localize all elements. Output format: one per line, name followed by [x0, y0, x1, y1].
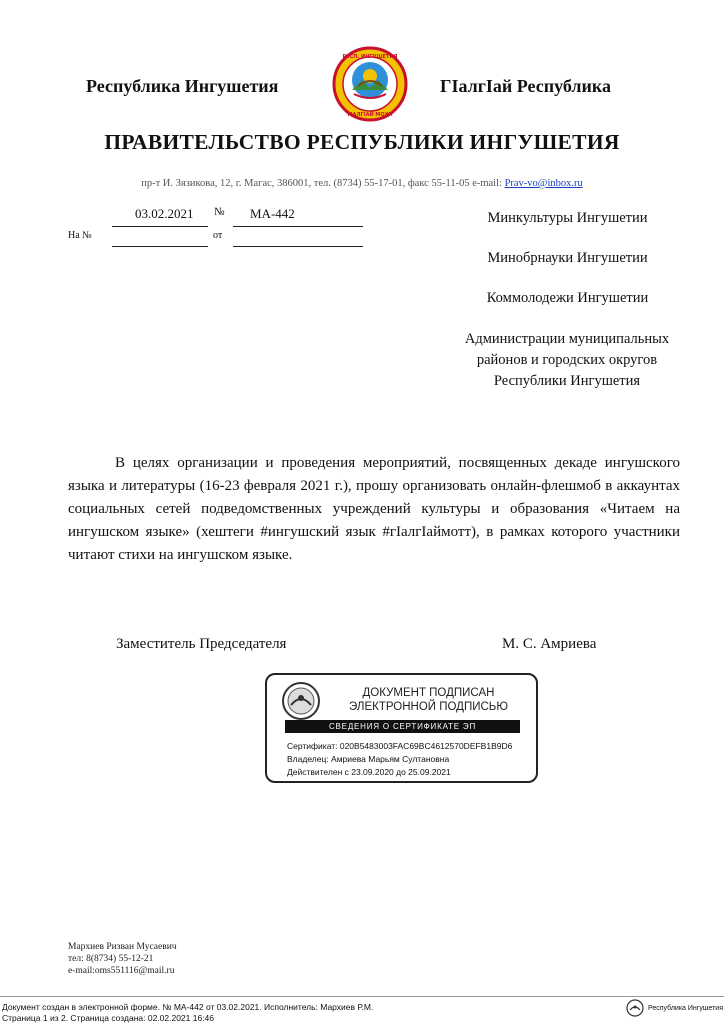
reference-number-underline [112, 246, 208, 247]
reference-date-label: от [213, 230, 223, 241]
footer-brand: Республика Ингушетия [648, 1005, 724, 1012]
footer-line-2: Страница 1 из 2. Страница создана: 02.02.2021 16:46 [2, 1013, 215, 1023]
address-line [0, 178, 724, 189]
coat-of-arms-emblem [332, 46, 408, 122]
header-right-title: ГIалгIай Республика [440, 76, 611, 96]
stamp-title-line-2: ЭЛЕКТРОННОЙ ПОДПИСЬЮ [349, 701, 508, 713]
number-underline [233, 226, 363, 227]
stamp-validity: Действителен с 23.09.2020 до 25.09.2021 [287, 767, 451, 777]
recipient-3: Коммолодежи Ингушетии [486, 290, 649, 306]
registration-number: МА-442 [250, 206, 295, 221]
executor-email: e-mail:oms551116@mail.ru [68, 966, 175, 976]
letter-body: В целях организации и проведения мероприятий, посвященных декаде ингушского языка и литературы (16-23 февраля 2021 г.), прошу организовать онлайн-флешмоб в аккаунтах социальных сетей подведомственных учреждений культуры и образования «Читаем на ингушском языке» (хештеги #ингушский язык #гIалгIаймотт), в рамках которого участники читают стихи на ингушском языке. [68, 455, 680, 563]
stamp-title [327, 686, 530, 714]
government-title: ПРАВИТЕЛЬСТВО РЕСПУБЛИКИ ИНГУШЕТИЯ [104, 130, 620, 154]
stamp-certificate-header: СВЕДЕНИЯ О СЕРТИФИКАТЕ ЭП [285, 720, 520, 733]
recipient-1: Минкультуры Ингушетии [487, 210, 648, 226]
reference-number-label: На № [68, 230, 92, 241]
signatory-name: М. С. Амриева [502, 636, 597, 652]
date-underline [112, 226, 208, 227]
email-link[interactable]: Prav-vo@inbox.ru [504, 178, 583, 189]
svg-text:ГIАЛГIАЙ МОХК: ГIАЛГIАЙ МОХК [347, 112, 393, 118]
svg-text:РЕСП. ИНГУШЕТИЯ: РЕСП. ИНГУШЕТИЯ [342, 54, 398, 60]
header-left-title: Республика Ингушетия [86, 76, 279, 96]
signatory-title: Заместитель Председателя [116, 636, 287, 652]
stamp-certificate: Сертификат: 020B5483003FAC69BC4612570DEFB1B9D6 [287, 741, 513, 751]
address-text: пр-т И. Зязикова, 12, г. Магас, 386001, тел. (8734) 55-17-01, факс 55-11-05 e-mail: [141, 178, 505, 189]
stamp-title-line-1: ДОКУМЕНТ ПОДПИСАН [362, 687, 495, 699]
registration-number-label: № [214, 206, 225, 218]
stamp-emblem-icon [281, 681, 321, 721]
recipient-4: Администрации муниципальных районов и городских округов Республики Ингушетия [464, 331, 670, 389]
footer-emblem-icon [626, 999, 644, 1017]
stamp-owner: Владелец: Амриева Марьям Султановна [287, 754, 450, 764]
footer-divider [0, 996, 724, 997]
reference-date-underline [233, 246, 363, 247]
recipient-2: Минобрнауки Ингушетии [487, 250, 648, 266]
electronic-signature-stamp [265, 673, 538, 783]
footer-line-1: Документ создан в электронной форме. № МА-442 от 03.02.2021. Исполнитель: Мархиев Р.М. [2, 1002, 374, 1012]
registration-date: 03.02.2021 [135, 206, 194, 221]
executor-name: Мархиев Ризван Мусаевич [68, 942, 177, 952]
executor-phone: тел: 8(8734) 55-12-21 [68, 954, 154, 964]
